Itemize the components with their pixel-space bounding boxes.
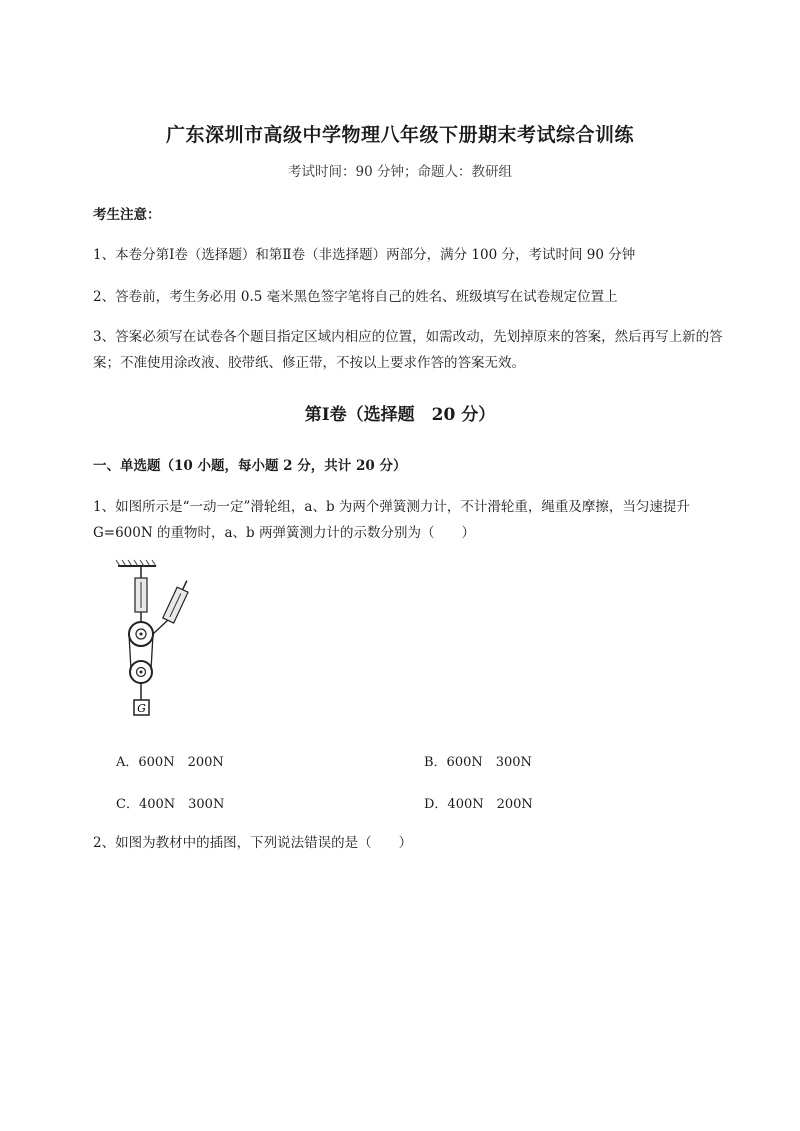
option-d[interactable]: D．400N 200N: [424, 797, 533, 812]
note-item-1: 1、本卷分第Ⅰ卷（选择题）和第Ⅱ卷（非选择题）两部分，满分 100 分，考试时间 90 分钟: [93, 247, 636, 263]
weight-label: G: [137, 702, 146, 715]
option-c[interactable]: C．400N 300N: [116, 797, 225, 812]
note-item-3: 3、答案必须写在试卷各个题目指定区域内相应的位置，如需改动，先划掉原来的答案，然后再写上新的答案；不准使用涂改液、胶带纸、修正带，不按以上要求作答的答案无效。: [93, 329, 723, 371]
option-a[interactable]: A．600N 200N: [116, 755, 224, 770]
question-1-text: 1、如图所示是“一动一定”滑轮组，a、b 为两个弹簧测力计，不计滑轮重，绳重及摩擦，当匀速提升 G=600N 的重物时，a、b 两弹簧测力计的示数分别为（ ）: [93, 499, 690, 541]
exam-subtitle: 考试时间：90 分钟；命题人：教研组: [288, 164, 512, 180]
option-b[interactable]: B．600N 300N: [424, 755, 532, 770]
note-item-2: 2、答卷前，考生务必用 0.5 毫米黑色签字笔将自己的姓名、班级填写在试卷规定位置上: [93, 289, 618, 305]
question-2-text: 2、如图为教材中的插图，下列说法错误的是（ ）: [93, 835, 413, 851]
section-title: 第Ⅰ卷（选择题 20 分）: [304, 405, 496, 425]
notes-heading: 考生注意：: [93, 207, 161, 223]
pulley-diagram: [112, 558, 202, 720]
part-title: 一、单选题（10 小题，每小题 2 分，共计 20 分）: [93, 458, 407, 474]
exam-title: 广东深圳市高级中学物理八年级下册期末考试综合训练: [165, 124, 634, 146]
